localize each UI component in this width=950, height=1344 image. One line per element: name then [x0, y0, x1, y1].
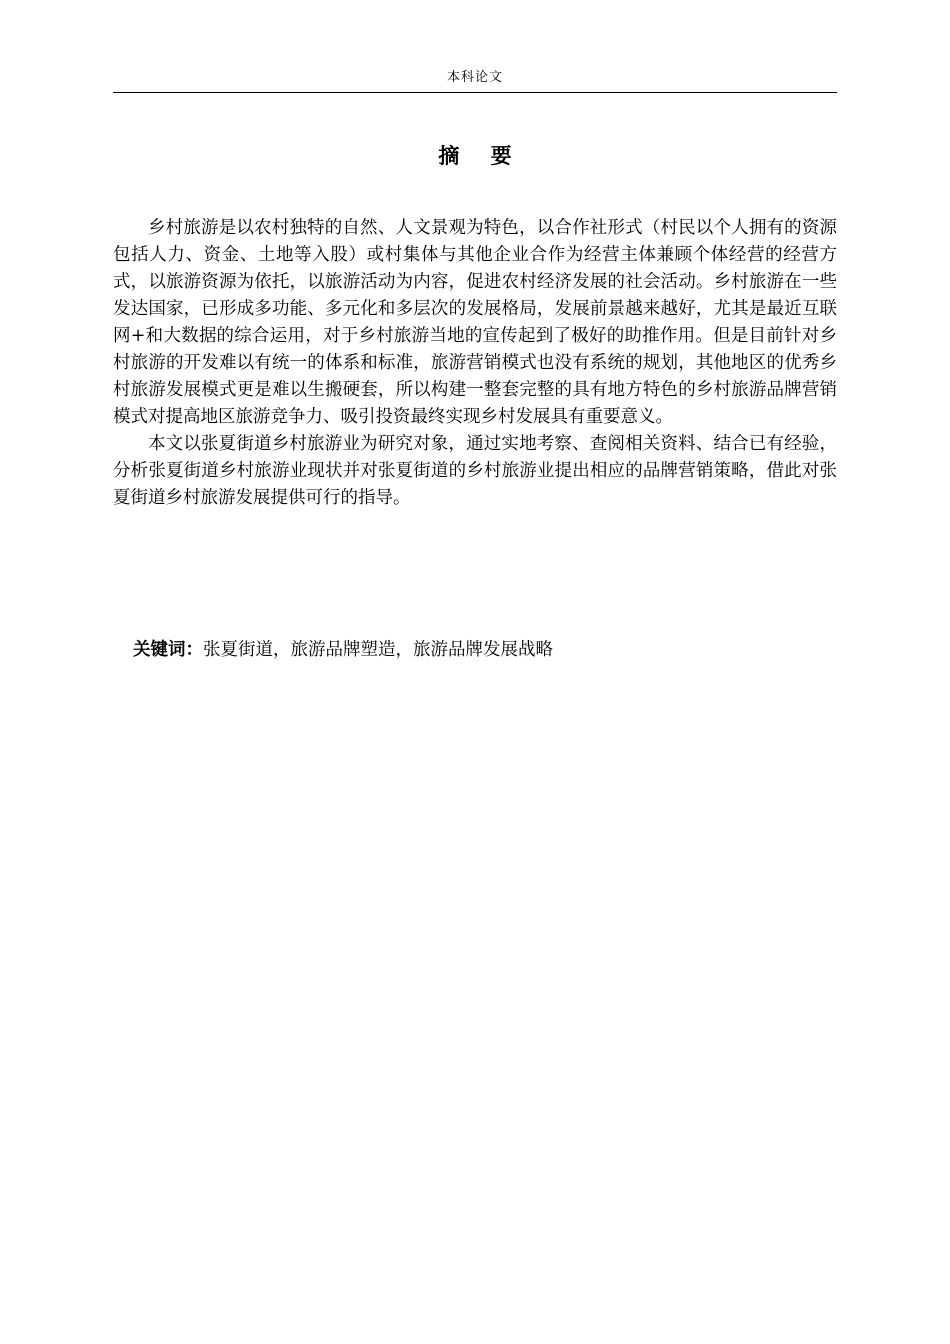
- header-rule: [113, 92, 837, 93]
- keywords-label: 关键词：: [133, 640, 203, 660]
- abstract-paragraph-2: 本文以张夏街道乡村旅游业为研究对象，通过实地考察、查阅相关资料、结合已有经验，分析张夏街道乡村旅游业现状并对张夏街道的乡村旅游业提出相应的品牌营销策略，借此对张夏街道乡村旅游发展提供可行的指导。: [113, 434, 837, 508]
- abstract-body: [113, 215, 837, 512]
- abstract-title: 摘 要: [438, 144, 524, 168]
- keywords-value: 张夏街道，旅游品牌塑造，旅游品牌发展战略: [203, 640, 553, 660]
- abstract-paragraph-1: 乡村旅游是以农村独特的自然、人文景观为特色，以合作社形式（村民以个人拥有的资源包括人力、资金、土地等入股）或村集体与其他企业合作为经营主体兼顾个体经营的经营方式，以旅游资源为依托，以旅游活动为内容，促进农村经济发展的社会活动。乡村旅游在一些发达国家，已形成多功能、多元化和多层次的发展格局，发展前景越来越好，尤其是最近互联网+和大数据的综合运用，对于乡村旅游当地的宣传起到了极好的助推作用。但是目前针对乡村旅游的开发难以有统一的体系和标准，旅游营销模式也没有系统的规划，其他地区的优秀乡村旅游发展模式更是难以生搬硬套，所以构建一整套完整的具有地方特色的乡村旅游品牌营销模式对提高地区旅游竞争力、吸引投资最终实现乡村发展具有重要意义。: [113, 218, 837, 427]
- keywords-line: [133, 637, 837, 664]
- running-header: 本科论文: [446, 70, 503, 85]
